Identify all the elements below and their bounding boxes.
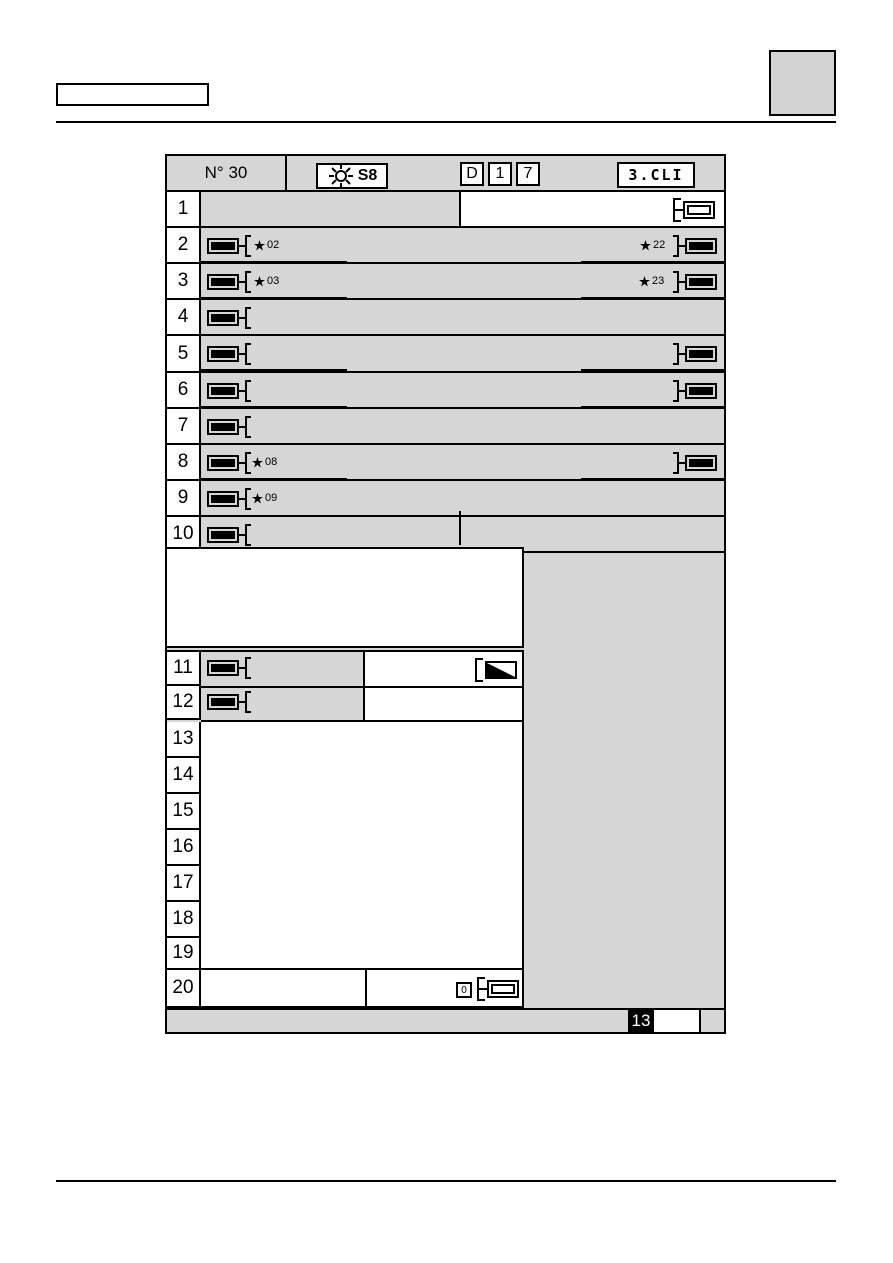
row-number: 19 [167, 938, 201, 970]
row-number: 10 [167, 517, 201, 553]
connector-code-box: 3.CLI [617, 162, 695, 188]
row-20-small-box: 0 [456, 982, 472, 998]
row-11-right-connector [475, 658, 517, 682]
row-5-left-connector [207, 343, 251, 365]
row-number: 16 [167, 830, 201, 866]
row-11-left-line [201, 686, 365, 688]
star-icon [254, 276, 265, 287]
row-12-left-connector [207, 691, 251, 713]
wire-line [581, 369, 726, 371]
row-number: 2 [167, 228, 201, 264]
row-2-right-connector [673, 235, 717, 257]
page-blank-cell [654, 1010, 701, 1032]
row-number: 5 [167, 336, 201, 373]
row-3-right-connector [673, 271, 717, 293]
code-label: 02 [267, 239, 280, 251]
row-10-left-connector [207, 524, 251, 546]
sheet-number: N° 30 [167, 156, 287, 192]
row-number: 9 [167, 481, 201, 517]
row-number: 1 [167, 192, 201, 228]
row-3-left-connector [207, 271, 251, 293]
code-label: 03 [267, 275, 280, 287]
s8-badge [316, 163, 388, 189]
code-label: 08 [265, 456, 278, 468]
star-icon [254, 240, 265, 251]
row-20-area [201, 970, 524, 1008]
row-number: 20 [167, 970, 201, 1008]
star-icon [252, 493, 263, 504]
row-1-right-connector [673, 198, 717, 222]
row-number: 14 [167, 758, 201, 794]
row-number: 3 [167, 264, 201, 300]
wire-line [201, 406, 347, 408]
rows-13-19-area [201, 722, 524, 970]
bottom-rule [56, 1180, 836, 1182]
wire-line [201, 478, 347, 480]
row-number: 4 [167, 300, 201, 336]
row-number: 13 [167, 722, 201, 758]
row-8-cell [201, 445, 724, 481]
wire-line [201, 369, 347, 371]
row-2-left-connector [207, 235, 251, 257]
code-label: 23 [652, 275, 665, 287]
row-4-left-connector [207, 307, 251, 329]
code-label: 22 [653, 239, 666, 251]
header-blank-box [56, 83, 209, 106]
row-10-divider [459, 511, 461, 545]
row-8-left-connector [207, 452, 251, 474]
row-4-cell [201, 300, 724, 336]
row-6-cell [201, 373, 724, 409]
wire-line [201, 297, 347, 299]
star-icon [639, 276, 650, 287]
s8-label: S8 [357, 167, 378, 184]
row-6-left-connector [207, 380, 251, 402]
sun-icon [327, 165, 355, 187]
wire-line [581, 406, 726, 408]
star-icon [252, 457, 263, 468]
row-number: 11 [167, 652, 201, 686]
row-number: 18 [167, 902, 201, 938]
wire-line [201, 261, 347, 263]
row-number: 6 [167, 373, 201, 409]
header-gray-tab [769, 50, 836, 116]
row-number: 8 [167, 445, 201, 481]
row-6-right-connector [673, 380, 717, 402]
code-label: 09 [265, 492, 278, 504]
row-9-left-connector [207, 488, 251, 510]
row-20-right-connector [477, 977, 519, 1001]
seq-1-box: 1 [488, 162, 512, 186]
top-rule [56, 121, 836, 123]
row-7-left-connector [207, 416, 251, 438]
row-5-cell [201, 336, 724, 373]
row-number: 15 [167, 794, 201, 830]
row-number: 12 [167, 686, 201, 720]
page-badge: 13 [628, 1010, 654, 1032]
row-5-right-connector [673, 343, 717, 365]
wire-line [581, 297, 726, 299]
row-number: 7 [167, 409, 201, 445]
row-9-cell [201, 481, 724, 517]
row-8-right-connector [673, 452, 717, 474]
star-icon [640, 240, 651, 251]
row-20-divider [365, 970, 367, 1008]
seq-7-box: 7 [516, 162, 540, 186]
seq-d-box: D [460, 162, 484, 186]
connector-sheet [165, 154, 726, 1034]
row-11-left-connector [207, 657, 251, 679]
wire-line [581, 261, 726, 263]
row-7-cell [201, 409, 724, 445]
row-number: 17 [167, 866, 201, 902]
notes-box [167, 547, 524, 648]
wire-line [581, 478, 726, 480]
